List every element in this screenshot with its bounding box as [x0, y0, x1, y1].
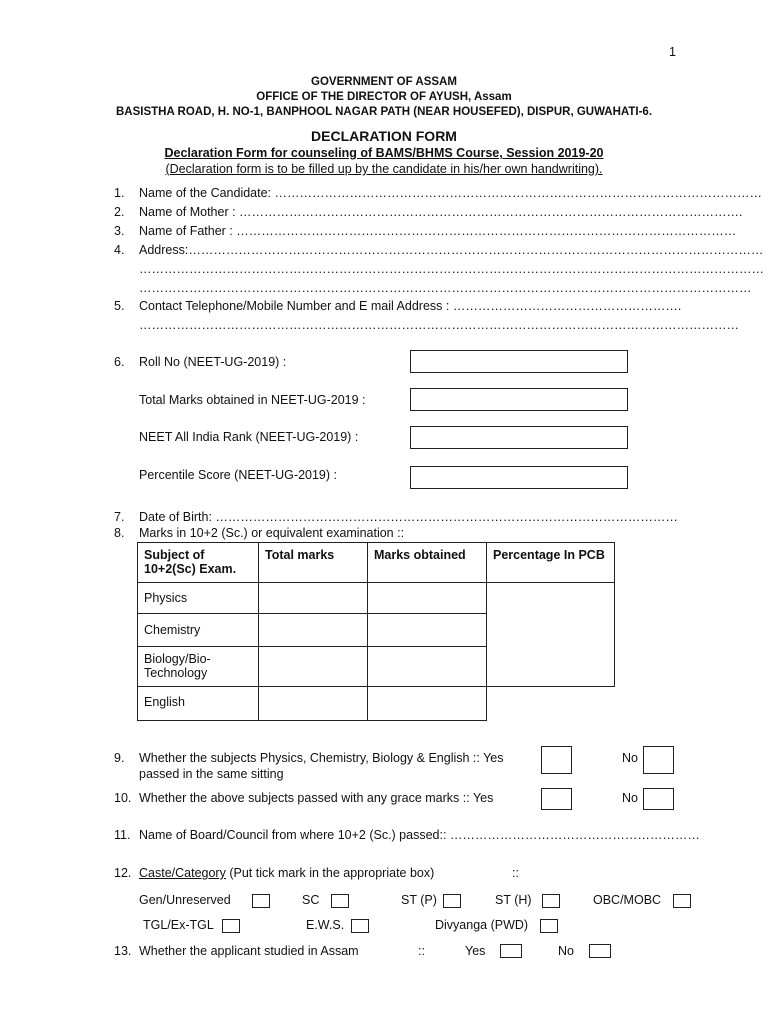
category-pwd-label: Divyanga (PWD) [435, 918, 529, 932]
grace-marks-question: Whether the above subjects passed with any grace marks :: Yes [139, 791, 494, 805]
subject-english: English [138, 687, 259, 721]
rank-box[interactable] [410, 426, 628, 449]
caste-category-label: Caste/Category [139, 866, 226, 880]
header-office: OFFICE OF THE DIRECTOR OF AYUSH, Assam [256, 91, 512, 103]
page-number: 1 [669, 45, 676, 59]
same-sitting-no-box[interactable] [643, 746, 674, 774]
roll-no-box[interactable] [410, 350, 628, 373]
dob-field: Date of Birth: ………………………………………………………………………………………………… [139, 510, 678, 524]
english-total-cell[interactable] [259, 687, 368, 721]
item-number-10: 10. [114, 791, 132, 805]
english-obtained-cell[interactable] [368, 687, 487, 721]
contact-field: Contact Telephone/Mobile Number and E mail Address : ………………………………………………. [139, 299, 682, 313]
studied-in-assam-question: Whether the applicant studied in Assam [139, 944, 359, 958]
contact-line-2: ……………………………………………………………………………………………………………………………… [139, 318, 739, 332]
same-sitting-question-line2: passed in the same sitting [139, 767, 284, 781]
form-subtitle: Declaration Form for counseling of BAMS/BHMS Course, Session 2019-20 [164, 146, 604, 160]
roll-no-label: Roll No (NEET-UG-2019) : [139, 355, 287, 369]
address-field: Address:………………………………………………………………………………………………………………………… [139, 243, 764, 257]
studied-in-assam-yes-label: Yes [465, 944, 486, 958]
studied-in-assam-no-label: No [558, 944, 574, 958]
header-address: BASISTHA ROAD, H. NO-1, BANPHOOL NAGAR PATH (NEAR HOUSEFED), DISPUR, GUWAHATI-6. [115, 106, 653, 118]
category-ews-checkbox[interactable] [351, 919, 369, 933]
address-line-3: ………………………………………………………………………………………………………………………………… [139, 281, 752, 295]
table-header-total: Total marks [259, 543, 368, 583]
board-field: Name of Board/Council from where 10+2 (Sc.) passed:: …………………………………………………… [139, 828, 700, 842]
same-sitting-yes-box[interactable] [541, 746, 572, 774]
item-number-2: 2. [114, 205, 125, 219]
table-header-obtained: Marks obtained [368, 543, 487, 583]
item-number-8: 8. [114, 526, 125, 540]
physics-total-cell[interactable] [259, 583, 368, 614]
biology-total-cell[interactable] [259, 647, 368, 687]
category-ews-label: E.W.S. [306, 918, 345, 932]
percentile-label: Percentile Score (NEET-UG-2019) : [139, 468, 337, 482]
percentile-box[interactable] [410, 466, 628, 489]
candidate-name-field: Name of the Candidate: ……………………………………………………………………………………………………… [139, 186, 762, 200]
empty-cell [487, 687, 615, 721]
marks-table [137, 542, 615, 721]
address-line-2: …………………………………………………………………………………………………………………………………… [139, 262, 764, 276]
item-number-3: 3. [114, 224, 125, 238]
category-obc-checkbox[interactable] [673, 894, 691, 908]
category-pwd-checkbox[interactable] [540, 919, 558, 933]
item-number-1: 1. [114, 186, 125, 200]
header-government: GOVERNMENT OF ASSAM [311, 76, 457, 88]
chemistry-total-cell[interactable] [259, 614, 368, 647]
physics-obtained-cell[interactable] [368, 583, 487, 614]
category-sth-checkbox[interactable] [542, 894, 560, 908]
father-name-field: Name of Father : ………………………………………………………………………………………………………… [139, 224, 737, 238]
grace-marks-yes-box[interactable] [541, 788, 572, 810]
subject-physics: Physics [138, 583, 259, 614]
category-stp-checkbox[interactable] [443, 894, 461, 908]
chemistry-obtained-cell[interactable] [368, 614, 487, 647]
subject-biology: Biology/Bio-Technology [138, 647, 259, 687]
total-marks-label: Total Marks obtained in NEET-UG-2019 : [139, 393, 366, 407]
item-number-11: 11. [114, 828, 131, 842]
caste-category-colon: :: [512, 866, 519, 880]
category-tgl-checkbox[interactable] [222, 919, 240, 933]
subject-chemistry: Chemistry [138, 614, 259, 647]
rank-label: NEET All India Rank (NEET-UG-2019) : [139, 430, 359, 444]
item-number-13: 13. [114, 944, 132, 958]
category-tgl-label: TGL/Ex-TGL [143, 918, 214, 932]
category-gen-label: Gen/Unreserved [139, 893, 231, 907]
category-sc-label: SC [302, 893, 320, 907]
caste-category-instruction: (Put tick mark in the appropriate box) [225, 866, 435, 880]
marks-label: Marks in 10+2 (Sc.) or equivalent examination :: [139, 526, 405, 540]
category-sc-checkbox[interactable] [331, 894, 349, 908]
percentage-pcb-cell[interactable] [487, 583, 615, 687]
total-marks-box[interactable] [410, 388, 628, 411]
same-sitting-question: Whether the subjects Physics, Chemistry, Biology & English :: Yes [139, 751, 504, 765]
table-header-percentage: Percentage In PCB [487, 543, 615, 583]
same-sitting-no-label: No [622, 751, 638, 765]
item-number-5: 5. [114, 299, 125, 313]
grace-marks-no-box[interactable] [643, 788, 674, 810]
category-sth-label: ST (H) [495, 893, 532, 907]
category-stp-label: ST (P) [401, 893, 437, 907]
biology-obtained-cell[interactable] [368, 647, 487, 687]
item-number-12: 12. [114, 866, 132, 880]
item-number-4: 4. [114, 243, 125, 257]
table-header-subject: Subject of 10+2(Sc) Exam. [138, 543, 259, 583]
item-number-7: 7. [114, 510, 125, 524]
studied-in-assam-colon: :: [418, 944, 425, 958]
item-number-6: 6. [114, 355, 125, 369]
item-number-9: 9. [114, 751, 125, 765]
category-gen-checkbox[interactable] [252, 894, 270, 908]
grace-marks-no-label: No [622, 791, 638, 805]
caste-category-heading [139, 866, 434, 880]
form-title: DECLARATION FORM [311, 128, 457, 144]
category-obc-label: OBC/MOBC [593, 893, 662, 907]
studied-in-assam-yes-checkbox[interactable] [500, 944, 522, 958]
form-note: (Declaration form is to be filled up by the candidate in his/her own handwriting). [165, 162, 603, 176]
mother-name-field: Name of Mother : …………………………………………………………………………………………………………. [139, 205, 743, 219]
studied-in-assam-no-checkbox[interactable] [589, 944, 611, 958]
